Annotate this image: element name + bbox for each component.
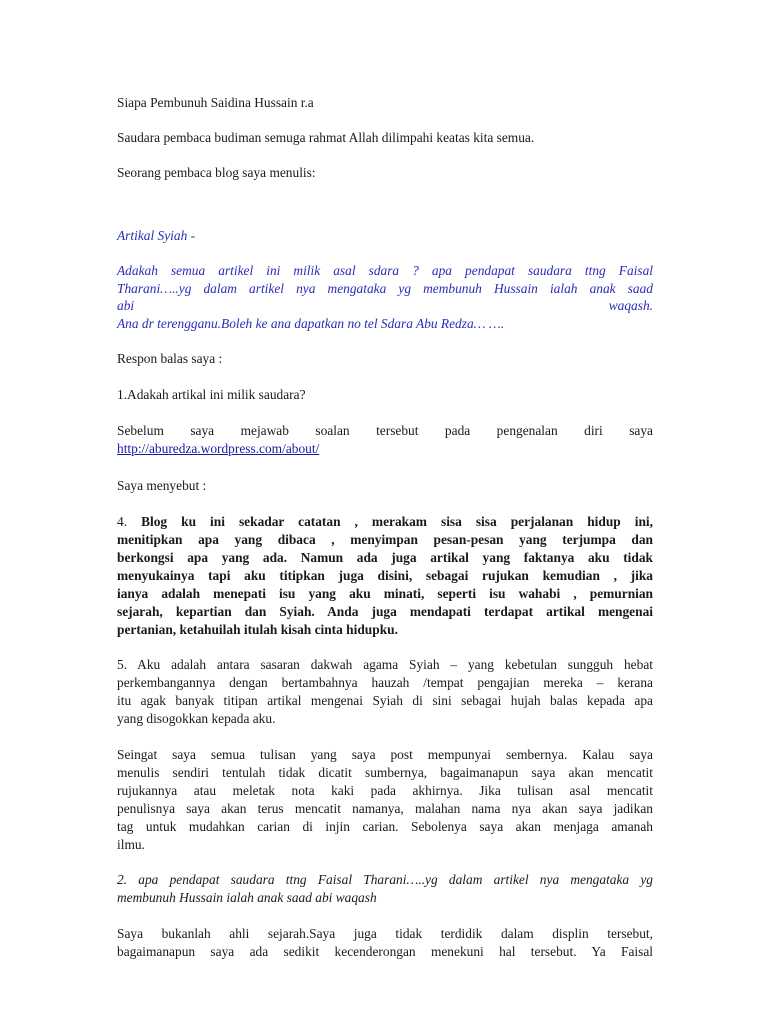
quote-word: waqash. — [608, 298, 653, 313]
about-link[interactable]: http://aburedza.wordpress.com/about/ — [117, 441, 320, 456]
greeting-paragraph: Saudara pembaca budiman semuga rahmat Allah dilimpahi keatas kita semua. — [117, 130, 535, 145]
question-2-line: membunuh Hussain ialah anak saad abi waqash — [117, 890, 377, 905]
point-4-line: menyukainya tapi aku titipkan juga disini, sebagai rujukan kemudian , jika — [117, 568, 653, 583]
quote-line — [117, 297, 653, 315]
answer-1-link-line — [117, 440, 653, 458]
point-4-line: menitipkan apa yang dibaca , menyimpan pesan-pesan yang terjumpa dan — [117, 532, 653, 547]
paragraph-line: tag untuk mudahkan carian di injin carian. Sebolenya saya akan menjaga amanah — [117, 819, 653, 834]
intro-paragraph: Seorang pembaca blog saya menulis: — [117, 165, 316, 180]
point-4-line: ianya adalah menepati isu yang aku minati, seperti isu wahabi , pemurnian — [117, 586, 653, 601]
paragraph-line: Saya bukanlah ahli sejarah.Saya juga tidak terdidik dalam displin tersebut, — [117, 926, 653, 941]
paragraph-line: ilmu. — [117, 837, 145, 852]
quote-line: Tharani…..yg dalam artikel nya mengataka yg membunuh Hussain ialah anak saad — [117, 281, 653, 296]
point-4-text: Blog ku ini sekadar catatan , merakam sisa sisa perjalanan hidup ini, — [141, 514, 653, 529]
point-4-line: berkongsi apa yang ada. Namun ada juga artikal yang faktanya aku tidak — [117, 550, 653, 565]
point-5-line: yang disogokkan kepada aku. — [117, 711, 276, 726]
point-4-line: sejarah, kepartian dan Syiah. Anda juga mendapati terdapat artikal mengenai — [117, 604, 653, 619]
answer-1-line: Sebelum saya mejawab soalan tersebut pada pengenalan diri saya — [117, 423, 653, 438]
quote-line: Adakah semua artikel ini milik asal sdara ? apa pendapat saudara ttng Faisal — [117, 263, 653, 278]
quote-line: Ana dr terengganu.Boleh ke ana dapatkan no tel Sdara Abu Redza… …. — [117, 316, 505, 331]
point-5-line: perkembangannya dengan bertambahnya hauzah /tempat pengajian mereka – kerana — [117, 675, 653, 690]
response-label: Respon balas saya : — [117, 351, 223, 366]
paragraph-line: menulis sendiri tentulah tidak dicatit sumbernya, bagaimanapun saya akan mencatit — [117, 765, 653, 780]
paragraph-line: Seingat saya semua tulisan yang saya post mempunyai sembernya. Kalau saya — [117, 747, 653, 762]
question-2-line: 2. apa pendapat saudara ttng Faisal Tharani…..yg dalam artikel nya mengataka yg — [117, 872, 653, 887]
document-title: Siapa Pembunuh Saidina Hussain r.a — [117, 95, 314, 110]
point-5-line: itu agak banyak titipan artikal mengenai Syiah di sini sebagai hujah balas kepada apa — [117, 693, 653, 708]
paragraph-line: bagaimanapun saya ada sedikit kecenderongan menekuni hal tersebut. Ya Faisal — [117, 944, 653, 959]
point-4-line — [117, 513, 653, 531]
point-4-line: pertanian, ketahuilah itulah kisah cinta hidupku. — [117, 622, 398, 637]
question-1: 1.Adakah artikal ini milik saudara? — [117, 387, 306, 402]
point-5-line: 5. Aku adalah antara sasaran dakwah agama Syiah – yang kebetulan sungguh hebat — [117, 657, 653, 672]
quote-word: abi — [117, 298, 135, 313]
paragraph-line: rujukannya atau meletak nota kaki pada akhirnya. Jika tulisan asal mencatit — [117, 783, 653, 798]
saya-menyebut: Saya menyebut : — [117, 478, 207, 493]
paragraph-line: penulisnya saya akan terus mencatit namanya, malahan nama nya akan saya jadikan — [117, 801, 653, 816]
point-4-number: 4. — [117, 514, 128, 529]
quote-heading: Artikal Syiah - — [117, 228, 196, 243]
